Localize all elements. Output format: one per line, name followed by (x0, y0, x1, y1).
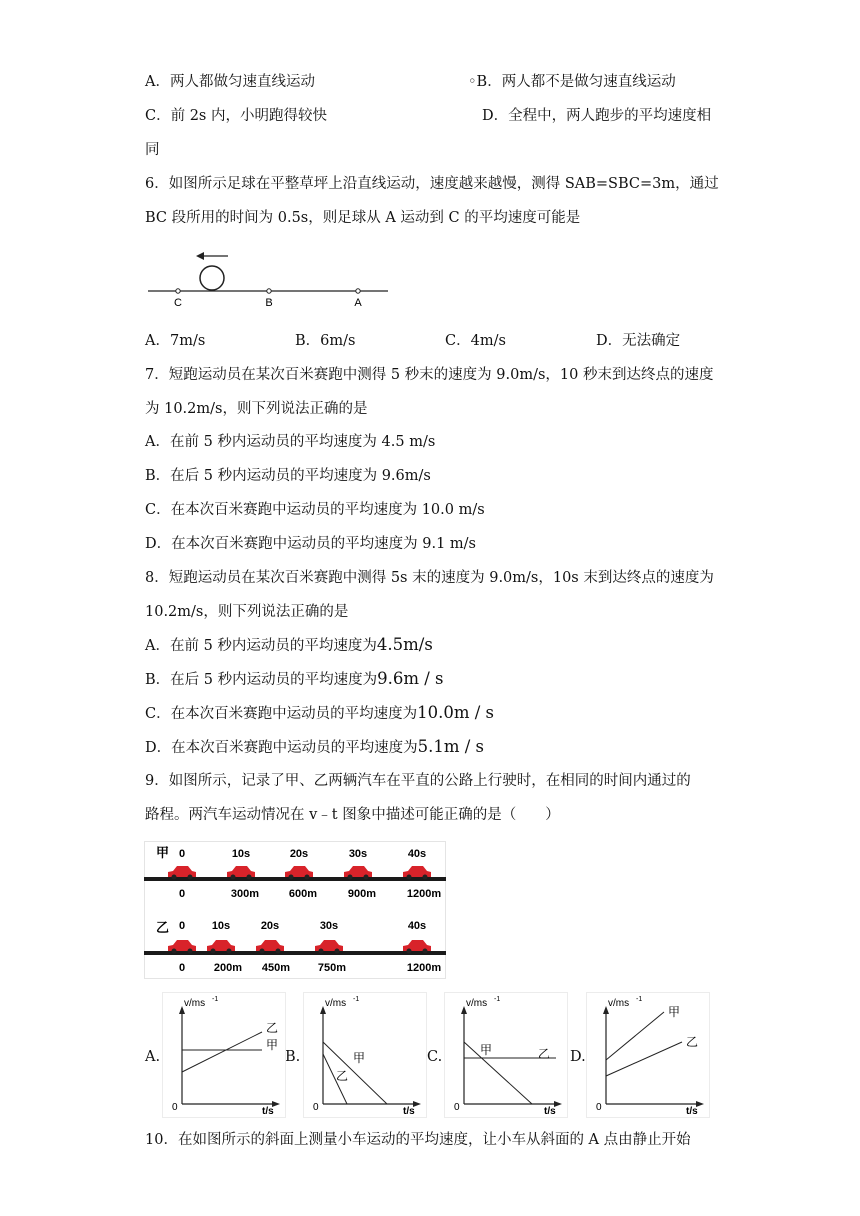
svg-text:乙: 乙 (538, 1047, 551, 1061)
svg-text:450m: 450m (261, 962, 291, 974)
q7-stem-line2: 为 10.2m/s，则下列说法正确的是 (145, 401, 368, 417)
q8-option-d-value: 5.1m / s (417, 737, 485, 756)
svg-text:1200m: 1200m (406, 888, 442, 900)
svg-text:0: 0 (178, 848, 186, 860)
svg-text:-1: -1 (636, 996, 643, 1003)
svg-text:v/ms: v/ms (325, 998, 347, 1009)
svg-text:甲: 甲 (480, 1043, 493, 1057)
svg-text:0: 0 (313, 1102, 319, 1113)
svg-text:30s: 30s (348, 848, 368, 860)
svg-text:-1: -1 (494, 996, 501, 1003)
svg-text:乙: 乙 (266, 1021, 279, 1035)
svg-text:乙: 乙 (336, 1069, 349, 1083)
svg-text:30s: 30s (319, 920, 339, 932)
svg-text:200m: 200m (213, 962, 243, 974)
q9-graph-a (162, 992, 286, 1118)
svg-text:1200m: 1200m (406, 962, 442, 974)
q9-car-figure (144, 841, 446, 979)
svg-text:10s: 10s (231, 848, 251, 860)
q9-graph-d (586, 992, 710, 1118)
svg-text:v/ms: v/ms (466, 998, 488, 1009)
q5-option-a: A．两人都做匀速直线运动 (145, 74, 315, 90)
q6-option-b: B．6m/s (295, 333, 356, 349)
car-jia-label: 甲 (156, 845, 170, 860)
q8-option-a-value: 4.5m/s (376, 635, 433, 654)
q6-stem-line1: 6．如图所示足球在平整草坪上沿直线运动，速度越来越慢，测得 SAB=SBC=3m，通过 (145, 176, 719, 192)
q8-option-b: B．在后 5 秒内运动员的平均速度为9.6m / s (145, 669, 444, 688)
q9-stem-line1: 9．如图所示，记录了甲、乙两辆汽车在平直的公路上行驶时，在相同的时间内通过的 (145, 773, 691, 789)
svg-text:v/ms: v/ms (184, 998, 206, 1009)
q7-stem-line1: 7．短跑运动员在某次百米赛跑中测得 5 秒末的速度为 9.0m/s，10 秒末到达终点的速度 (145, 367, 714, 383)
svg-text:600m: 600m (288, 888, 318, 900)
q8-option-d: D．在本次百米赛跑中运动员的平均速度为5.1m / s (145, 737, 485, 756)
svg-text:甲: 甲 (266, 1038, 279, 1052)
q8-option-c: C．在本次百米赛跑中运动员的平均速度为10.0m / s (145, 703, 494, 722)
svg-text:v/ms: v/ms (608, 998, 630, 1009)
svg-text:20s: 20s (260, 920, 280, 932)
q6-football-figure (140, 246, 400, 310)
q7-option-b: B．在后 5 秒内运动员的平均速度为 9.6m/s (145, 468, 431, 484)
q8-option-b-value: 9.6m / s (377, 669, 444, 688)
q10-stem-line1: 10．在如图所示的斜面上测量小车运动的平均速度，让小车从斜面的 A 点由静止开始 (145, 1132, 691, 1148)
label-a: A (354, 297, 362, 309)
label-c: C (174, 297, 182, 309)
q5-option-c: C．前 2s 内，小明跑得较快 (145, 108, 327, 124)
car-yi-label: 乙 (156, 920, 170, 935)
svg-text:20s: 20s (289, 848, 309, 860)
point-a (356, 289, 360, 293)
football-icon (200, 266, 224, 290)
point-c (176, 289, 180, 293)
svg-text:-1: -1 (212, 996, 219, 1003)
q5-option-b: ◦B．两人都不是做匀速直线运动 (468, 74, 676, 90)
svg-text:甲: 甲 (668, 1005, 681, 1019)
svg-text:0: 0 (178, 920, 186, 932)
q8-option-a: A．在前 5 秒内运动员的平均速度为4.5m/s (145, 635, 433, 654)
svg-text:300m: 300m (230, 888, 260, 900)
q9-option-d-label: D. (570, 1049, 586, 1065)
q8-stem-line1: 8．短跑运动员在某次百米赛跑中测得 5s 末的速度为 9.0m/s，10s 末到达终点的速度为 (145, 570, 714, 586)
svg-text:0: 0 (178, 888, 186, 900)
q9-option-a-label: A. (145, 1049, 161, 1065)
q8-option-c-value: 10.0m / s (417, 703, 494, 722)
svg-text:10s: 10s (211, 920, 231, 932)
svg-text:0: 0 (172, 1102, 178, 1113)
q6-stem-line2: BC 段所用的时间为 0.5s，则足球从 A 运动到 C 的平均速度可能是 (145, 210, 581, 226)
svg-text:0: 0 (596, 1102, 602, 1113)
q6-option-a: A．7m/s (145, 333, 206, 349)
q8-stem-line2: 10.2m/s，则下列说法正确的是 (145, 604, 349, 620)
svg-text:900m: 900m (347, 888, 377, 900)
q7-option-c: C．在本次百米赛跑中运动员的平均速度为 10.0 m/s (145, 502, 485, 518)
svg-text:40s: 40s (407, 920, 427, 932)
q6-option-c: C．4m/s (445, 333, 506, 349)
q9-stem-line2: 路程。两汽车运动情况在 v﹣t 图象中描述可能正确的是（ ） (145, 807, 560, 823)
q7-option-d: D．在本次百米赛跑中运动员的平均速度为 9.1 m/s (145, 536, 476, 552)
svg-text:t/s: t/s (262, 1106, 274, 1117)
q9-option-b-label: B. (285, 1049, 301, 1065)
svg-text:甲: 甲 (353, 1051, 366, 1065)
q6-option-d: D．无法确定 (596, 333, 681, 349)
q9-option-c-label: C. (427, 1049, 443, 1065)
svg-text:750m: 750m (317, 962, 347, 974)
svg-text:乙: 乙 (686, 1035, 699, 1049)
svg-text:t/s: t/s (544, 1106, 556, 1117)
label-b: B (265, 297, 273, 309)
q5-option-d-continued: 同 (145, 142, 160, 158)
svg-text:0: 0 (454, 1102, 460, 1113)
svg-text:40s: 40s (407, 848, 427, 860)
svg-text:-1: -1 (353, 996, 360, 1003)
svg-text:0: 0 (178, 962, 186, 974)
point-b (267, 289, 271, 293)
q9-graph-c (444, 992, 568, 1118)
q7-option-a: A．在前 5 秒内运动员的平均速度为 4.5 m/s (145, 434, 436, 450)
svg-text:t/s: t/s (686, 1106, 698, 1117)
svg-text:t/s: t/s (403, 1106, 415, 1117)
q5-option-d: D．全程中，两人跑步的平均速度相 (482, 108, 712, 124)
q9-graph-b (303, 992, 427, 1118)
